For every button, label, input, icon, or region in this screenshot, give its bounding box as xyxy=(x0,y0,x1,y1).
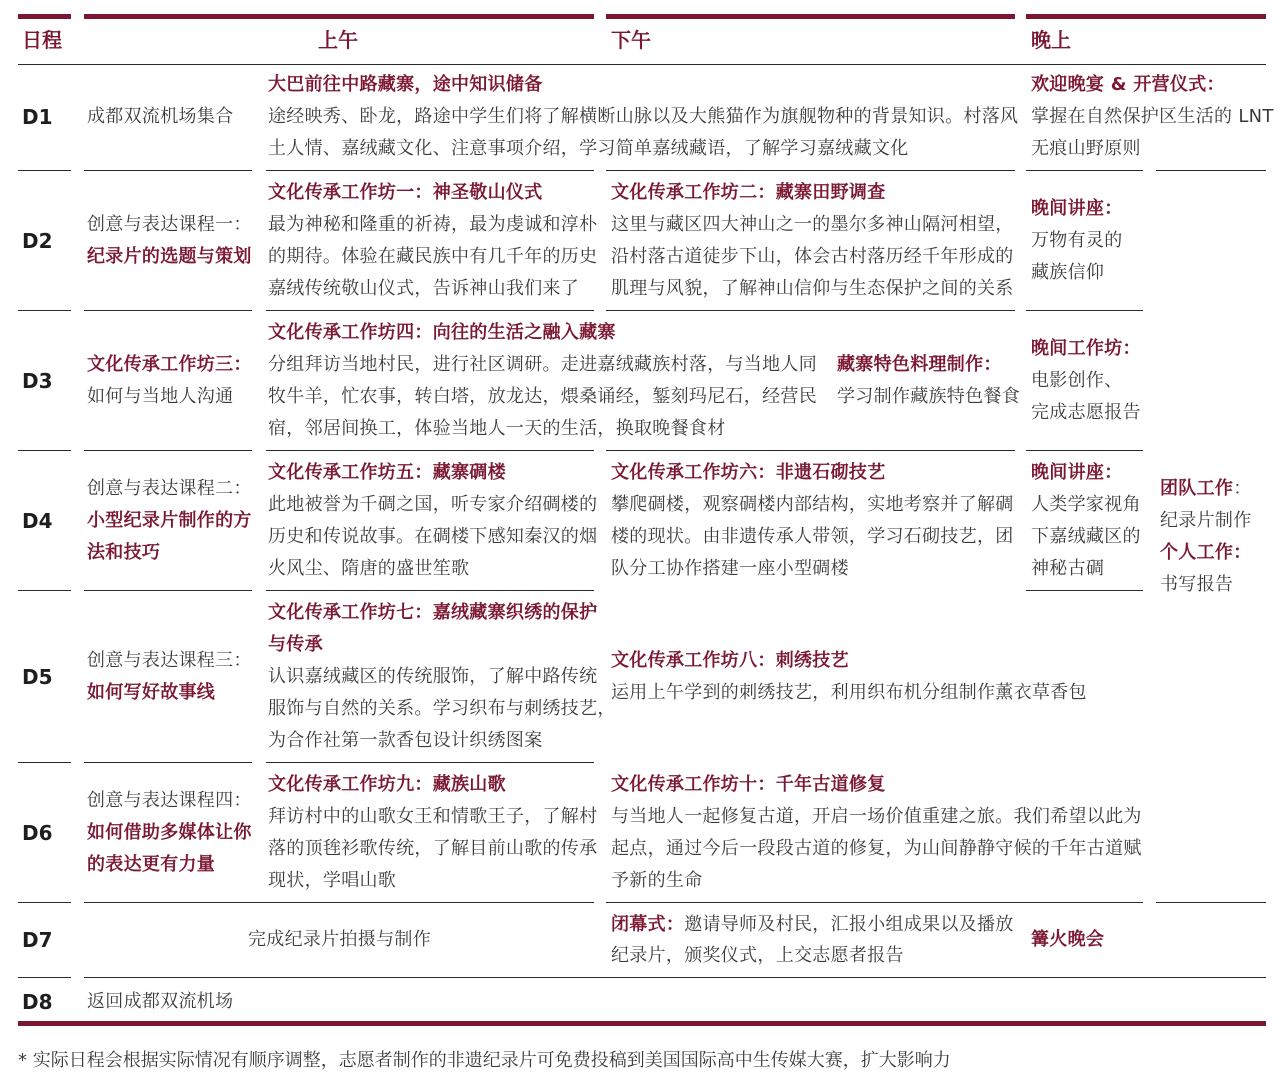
row-divider xyxy=(266,590,594,591)
row-divider xyxy=(18,590,71,591)
d1-evening-line: 掌握在自然保护区生活的 LNT xyxy=(1031,106,1274,127)
d3-cooking-line: 学习制作藏族特色餐食 xyxy=(837,386,1020,407)
row-divider xyxy=(84,310,252,311)
header-bar-afternoon xyxy=(606,14,1015,19)
d6-course-topic: 的表达更有力量 xyxy=(87,854,216,875)
header-morning: 上午 xyxy=(318,28,358,52)
bottom-bar xyxy=(18,1021,1266,1026)
row-divider xyxy=(1026,590,1143,591)
d4-morning-line: 历史和传说故事。在碉楼下感知秦汉的烟 xyxy=(268,526,598,547)
d4-course-topic: 小型纪录片制作的方 xyxy=(87,510,252,531)
d4-afternoon-title: 文化传承工作坊六：非遗石砌技艺 xyxy=(611,462,886,483)
d4-afternoon-line: 楼的现状。由非遗传承人带领，学习石砌技艺，团 xyxy=(611,526,1014,547)
d5-morning-line: 认识嘉绒藏区的传统服饰，了解中路传统 xyxy=(268,666,598,687)
d5-morning-line: 为合作社第一款香包设计织绣图案 xyxy=(268,730,543,751)
day-label-d3: D3 xyxy=(22,369,53,393)
d4-evening-line: 人类学家视角 xyxy=(1031,494,1141,515)
d3-workshop-topic: 如何与当地人沟通 xyxy=(87,386,234,407)
d4-morning-line: 火风尘、隋唐的盛世笙歌 xyxy=(268,558,470,579)
row-divider xyxy=(266,310,594,311)
row-divider xyxy=(18,902,71,903)
d3-evening-line: 电影创作、 xyxy=(1031,370,1123,391)
d2-afternoon-line: 沿村落古道徒步下山，体会古村落历经千年形成的 xyxy=(611,246,1014,267)
header-bar-evening xyxy=(1026,14,1266,19)
d2-evening-line: 藏族信仰 xyxy=(1031,262,1105,283)
personal-work-line: 书写报告 xyxy=(1160,574,1234,595)
row-divider xyxy=(18,450,71,451)
d2-morning-line: 嘉绒传统敬山仪式，告诉神山我们来了 xyxy=(268,278,580,299)
d7-evening-title: 篝火晚会 xyxy=(1031,929,1105,950)
d6-morning-title: 文化传承工作坊九：藏族山歌 xyxy=(268,774,506,795)
d3-morning-title: 文化传承工作坊四：向往的生活之融入藏寨 xyxy=(268,322,616,343)
d6-course: 创意与表达课程四： xyxy=(87,790,252,811)
day-label-d4: D4 xyxy=(22,509,53,533)
d4-course: 创意与表达课程二： xyxy=(87,478,252,499)
day-label-d2: D2 xyxy=(22,229,53,253)
row-divider xyxy=(1026,450,1143,451)
d5-afternoon-title: 文化传承工作坊八：刺绣技艺 xyxy=(611,650,849,671)
team-work-label: 团队工作 xyxy=(1160,478,1234,499)
d4-evening-line: 下嘉绒藏区的 xyxy=(1031,526,1141,547)
d2-afternoon-line: 这里与藏区四大神山之一的墨尔多神山隔河相望， xyxy=(611,214,1014,235)
row-divider xyxy=(18,310,71,311)
d1-gathering: 成都双流机场集合 xyxy=(87,106,234,127)
d3-morning-line: 分组拜访当地村民，进行社区调研。走进嘉绒藏族村落，与当地人同 xyxy=(268,354,817,375)
day-label-d8: D8 xyxy=(22,990,53,1014)
d6-course-topic: 如何借助多媒体让你 xyxy=(87,822,252,843)
row-divider xyxy=(84,170,252,171)
team-work-line: 纪录片制作 xyxy=(1160,510,1252,531)
row-divider xyxy=(84,902,594,903)
d6-morning-line: 落的顶毪衫歌传统，了解目前山歌的传承 xyxy=(268,838,598,859)
row-divider xyxy=(606,170,1015,171)
row-divider xyxy=(18,762,71,763)
d6-morning-line: 拜访村中的山歌女王和情歌王子，了解村 xyxy=(268,806,598,827)
row-divider xyxy=(1156,902,1266,903)
header-bar-schedule xyxy=(18,14,71,19)
d1-evening-line: 无痕山野原则 xyxy=(1031,138,1141,159)
row-divider xyxy=(84,977,1266,978)
day-label-d7: D7 xyxy=(22,928,53,952)
d4-course-topic: 法和技巧 xyxy=(87,542,161,563)
d2-course-topic: 纪录片的选题与策划 xyxy=(87,246,252,267)
d6-afternoon-line: 与当地人一起修复古道，开启一场价值重建之旅。我们希望以此为 xyxy=(611,806,1142,827)
d4-morning-title: 文化传承工作坊五：藏寨碉楼 xyxy=(268,462,506,483)
d2-evening-title: 晚间讲座： xyxy=(1031,198,1123,219)
d5-course: 创意与表达课程三： xyxy=(87,650,252,671)
header-schedule: 日程 xyxy=(22,28,62,52)
d2-course: 创意与表达课程一： xyxy=(87,214,252,235)
header-bar-morning xyxy=(84,14,594,19)
footnote: * 实际日程会根据实际情况有顺序调整，志愿者制作的非遗纪录片可免费投稿到美国国际高中生传媒大赛，扩大影响力 xyxy=(18,1050,951,1071)
team-work-colon: ： xyxy=(1233,478,1252,499)
row-divider xyxy=(18,977,71,978)
d5-morning-title: 文化传承工作坊七：嘉绒藏寨织绣的保护 xyxy=(268,602,598,623)
d3-evening-title: 晚间工作坊： xyxy=(1031,338,1141,359)
d5-morning-title: 与传承 xyxy=(268,634,323,655)
day-label-d5: D5 xyxy=(22,665,53,689)
row-divider xyxy=(606,902,1143,903)
row-divider xyxy=(18,170,71,171)
row-divider xyxy=(84,762,252,763)
d6-afternoon-title: 文化传承工作坊十：千年古道修复 xyxy=(611,774,886,795)
d6-afternoon-line: 起点，通过今后一段段古道的修复，为山间静静守候的千年古道赋 xyxy=(611,838,1142,859)
header-afternoon: 下午 xyxy=(611,28,651,52)
row-divider xyxy=(1026,170,1143,171)
d3-morning-line: 牧牛羊，忙农事，转白塔，放龙达，煨桑诵经，錾刻玛尼石，经营民 xyxy=(268,386,817,407)
row-divider xyxy=(266,762,594,763)
row-divider xyxy=(1026,310,1143,311)
d1-morning-line: 土人情、嘉绒藏文化、注意事项介绍，学习简单嘉绒藏语，了解学习嘉绒藏文化 xyxy=(268,138,909,159)
d4-afternoon-line: 攀爬碉楼，观察碉楼内部结构，实地考察并了解碉 xyxy=(611,494,1014,515)
d5-afternoon-line: 运用上午学到的刺绣技艺，利用织布机分组制作薰衣草香包 xyxy=(611,682,1087,703)
d1-evening-title: 欢迎晚宴 & 开营仪式： xyxy=(1031,74,1225,95)
d1-morning-line: 途经映秀、卧龙，路途中学生们将了解横断山脉以及大熊猫作为旗舰物种的背景知识。村落风 xyxy=(268,106,1019,127)
header-evening: 晚上 xyxy=(1031,28,1071,52)
d6-afternoon-line: 予新的生命 xyxy=(611,870,703,891)
team-work-heading xyxy=(1160,473,1252,505)
d3-cooking-title: 藏寨特色料理制作： xyxy=(837,354,1002,375)
row-divider xyxy=(606,310,1015,311)
d8-return: 返回成都双流机场 xyxy=(87,991,234,1012)
d2-morning-title: 文化传承工作坊一：神圣敬山仪式 xyxy=(268,182,543,203)
d2-morning-line: 最为神秘和隆重的祈祷，最为虔诚和淳朴 xyxy=(268,214,598,235)
d2-afternoon-title: 文化传承工作坊二：藏寨田野调查 xyxy=(611,182,886,203)
row-divider xyxy=(1156,170,1266,171)
d1-morning-title: 大巴前往中路藏寨，途中知识储备 xyxy=(268,74,543,95)
day-label-d6: D6 xyxy=(22,821,53,845)
d7-morning-line: 完成纪录片拍摄与制作 xyxy=(248,929,431,950)
d4-morning-line: 此地被誉为千碉之国，听专家介绍碉楼的 xyxy=(268,494,598,515)
day-label-d1: D1 xyxy=(22,105,53,129)
d2-afternoon-line: 肌理与风貌，了解神山信仰与生态保护之间的关系 xyxy=(611,278,1014,299)
d3-morning-line: 宿，邻居间换工，体验当地人一天的生活，换取晚餐食材 xyxy=(268,418,726,439)
row-divider xyxy=(266,450,594,451)
row-divider xyxy=(84,450,252,451)
d7-closing xyxy=(611,909,1014,941)
d4-evening-line: 神秘古碉 xyxy=(1031,558,1105,579)
d7-closing-text: 邀请导师及村民，汇报小组成果以及播放 xyxy=(684,914,1014,935)
row-divider xyxy=(266,170,594,171)
d3-evening-line: 完成志愿报告 xyxy=(1031,402,1141,423)
d4-afternoon-line: 队分工协作搭建一座小型碉楼 xyxy=(611,558,849,579)
row-divider xyxy=(606,450,1015,451)
d6-morning-line: 现状，学唱山歌 xyxy=(268,870,397,891)
d2-morning-line: 的期待。体验在藏民族中有几千年的历史 xyxy=(268,246,598,267)
d7-closing-line: 纪录片，颁奖仪式，上交志愿者报告 xyxy=(611,945,904,966)
d5-morning-line: 服饰与自然的关系。学习织布与刺绣技艺， xyxy=(268,698,616,719)
d3-workshop: 文化传承工作坊三： xyxy=(87,354,252,375)
row-divider xyxy=(84,590,252,591)
d4-evening-title: 晚间讲座： xyxy=(1031,462,1123,483)
personal-work-label: 个人工作： xyxy=(1160,542,1252,563)
d2-evening-line: 万物有灵的 xyxy=(1031,230,1123,251)
d7-closing-label: 闭幕式： xyxy=(611,914,685,935)
d5-course-topic: 如何写好故事线 xyxy=(87,682,216,703)
row-divider-header xyxy=(18,64,1266,65)
